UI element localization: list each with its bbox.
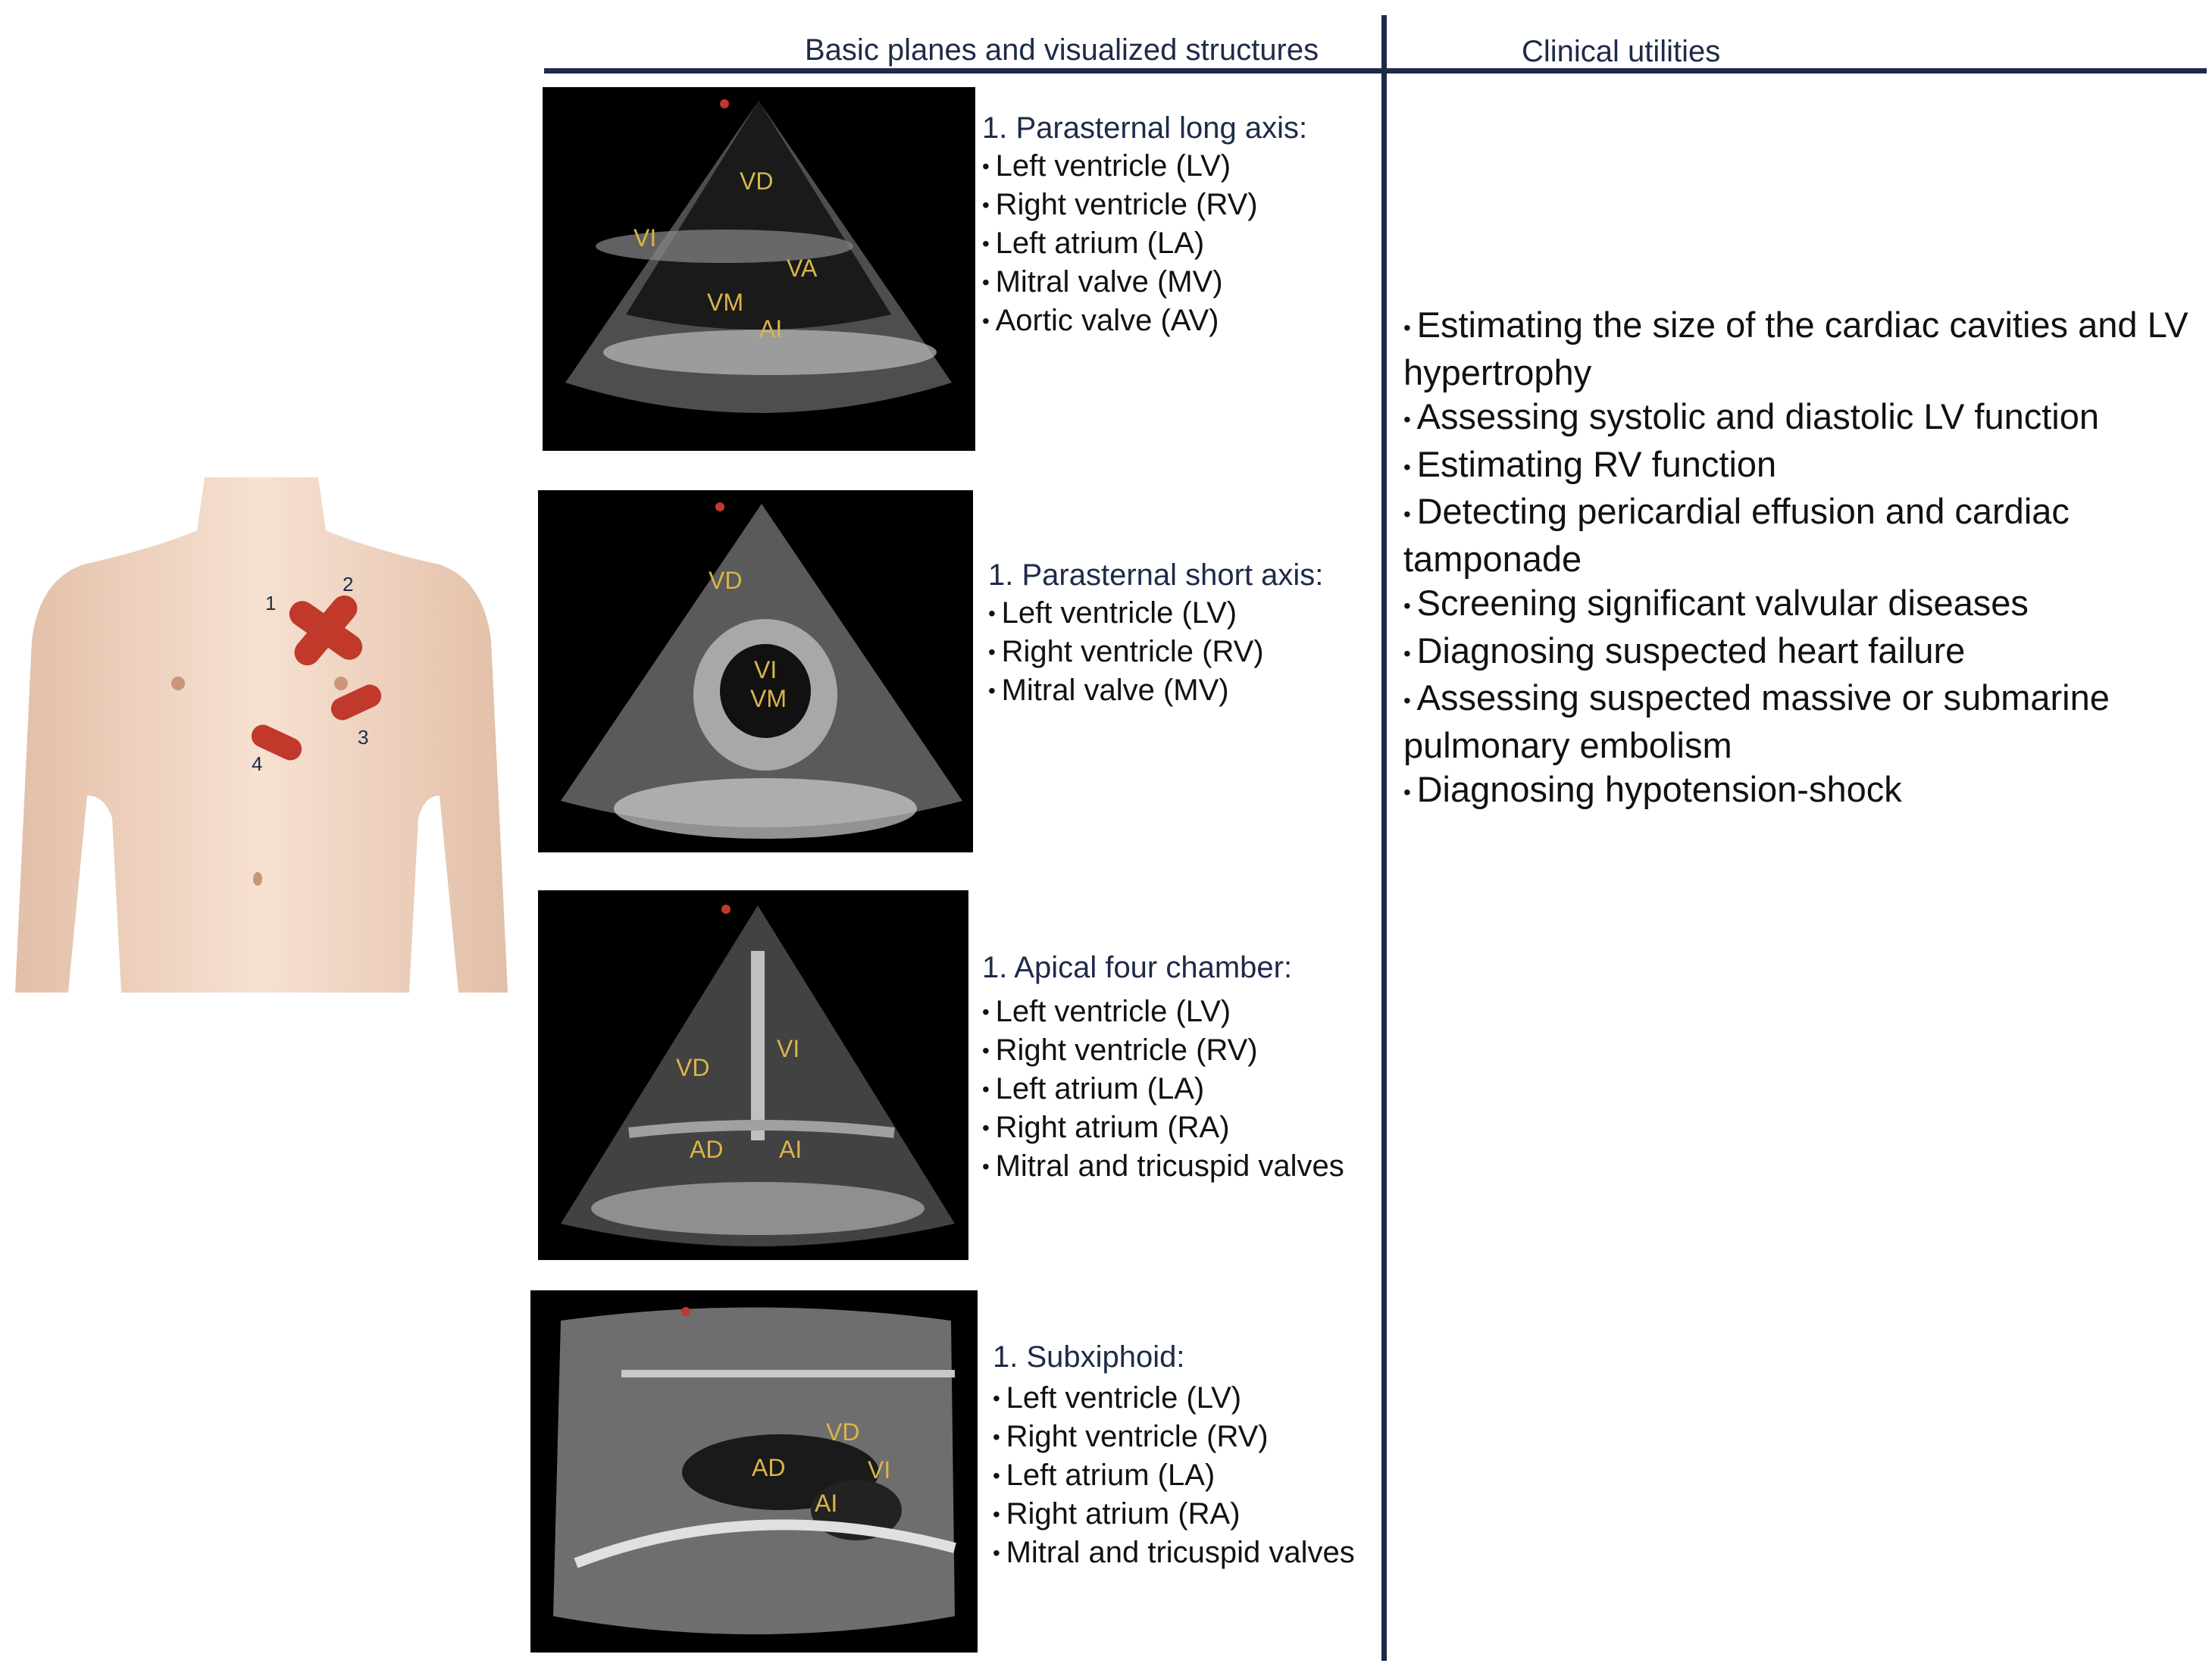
clinical-item: • Diagnosing hypotension-shock	[1403, 768, 2192, 815]
navel	[253, 872, 262, 886]
clinical-item: • Assessing suspected massive or submarine pulmonary embolism	[1403, 676, 2192, 768]
structure-item: • Left atrium (LA)	[982, 224, 1307, 263]
marker-number-4: 4	[252, 752, 263, 775]
plane-parasternal-short-axis	[988, 556, 1323, 710]
structure-item: • Aortic valve (AV)	[982, 302, 1307, 340]
echo-label-ai: AI	[779, 1136, 803, 1163]
column-divider	[1381, 15, 1387, 1661]
structure-item: • Right ventricle (RV)	[988, 633, 1323, 671]
clinical-utilities-list	[1403, 303, 2192, 815]
echo-label-vi: VI	[634, 224, 657, 252]
plane-title: 1. Subxiphoid:	[993, 1340, 1185, 1374]
echo-label-vi: VI	[868, 1456, 891, 1484]
structure-item: • Mitral and tricuspid valves	[982, 1147, 1344, 1186]
echo-label-ai: AI	[759, 315, 783, 342]
plane-title: 1. Parasternal long axis:	[982, 111, 1308, 145]
structure-item: • Mitral and tricuspid valves	[993, 1534, 1355, 1572]
structure-list	[982, 147, 1307, 340]
structure-item: • Right atrium (RA)	[982, 1108, 1344, 1147]
structure-item: • Left ventricle (LV)	[982, 993, 1344, 1031]
structure-item: • Right ventricle (RV)	[982, 186, 1307, 224]
plane-apical-four-chamber	[982, 949, 1344, 1186]
echo-label-ad: AD	[690, 1136, 724, 1163]
structure-item: • Left atrium (LA)	[982, 1070, 1344, 1108]
clinical-item: • Estimating RV function	[1403, 442, 2192, 490]
clinical-item: • Diagnosing suspected heart failure	[1403, 629, 2192, 677]
echo-label-vd: VD	[676, 1054, 710, 1081]
torso-illustration	[15, 477, 508, 993]
plane-title: 1. Parasternal short axis:	[988, 558, 1324, 592]
left-nipple	[171, 677, 185, 690]
echo-label-vi: VI	[754, 656, 777, 683]
marker-number-1: 1	[265, 592, 277, 614]
echo-image-subxiphoid	[530, 1290, 978, 1653]
structure-item: • Mitral valve (MV)	[988, 671, 1323, 710]
plane-parasternal-long-axis	[982, 109, 1307, 340]
header-rule	[544, 68, 2207, 73]
structure-item: • Right atrium (RA)	[993, 1495, 1355, 1534]
structure-item: • Right ventricle (RV)	[982, 1031, 1344, 1070]
structure-item: • Left atrium (LA)	[993, 1456, 1355, 1495]
echo-label-ai: AI	[815, 1490, 838, 1517]
right-nipple	[334, 677, 348, 690]
clinical-item: • Estimating the size of the cardiac cavities and LV hypertrophy	[1403, 303, 2192, 395]
structure-item: • Left ventricle (LV)	[982, 147, 1307, 186]
plane-title: 1. Apical four chamber:	[982, 951, 1293, 984]
echo-label-vm: VM	[707, 289, 743, 316]
structure-item: • Left ventricle (LV)	[988, 594, 1323, 633]
echo-image-parasternal-short-axis	[538, 490, 973, 852]
echo-label-ad: AD	[752, 1454, 786, 1481]
structure-item: • Right ventricle (RV)	[993, 1418, 1355, 1456]
structure-list	[982, 993, 1344, 1186]
clinical-item: • Assessing systolic and diastolic LV function	[1403, 395, 2192, 442]
plane-subxiphoid	[993, 1338, 1355, 1572]
planes-column-header: Basic planes and visualized structures	[805, 33, 1319, 67]
torso-figure	[15, 477, 508, 993]
clinical-column-header: Clinical utilities	[1522, 35, 1721, 68]
clinical-item: • Detecting pericardial effusion and cardiac tamponade	[1403, 489, 2192, 581]
echo-label-vd: VD	[740, 167, 774, 195]
structure-item: • Left ventricle (LV)	[993, 1379, 1355, 1418]
marker-number-2: 2	[343, 573, 354, 596]
echo-label-vi: VI	[777, 1035, 800, 1062]
echo-label-vd: VD	[709, 567, 743, 594]
echo-image-apical-four-chamber	[538, 890, 968, 1260]
echo-image-parasternal-long-axis	[543, 87, 975, 451]
echo-label-va: VA	[787, 255, 818, 282]
marker-number-3: 3	[358, 726, 369, 749]
echo-label-vd: VD	[826, 1418, 860, 1446]
structure-list	[988, 594, 1323, 710]
structure-list	[993, 1379, 1355, 1572]
clinical-item: • Screening significant valvular diseases	[1403, 581, 2192, 629]
structure-item: • Mitral valve (MV)	[982, 263, 1307, 302]
echo-label-vm: VM	[750, 685, 787, 712]
